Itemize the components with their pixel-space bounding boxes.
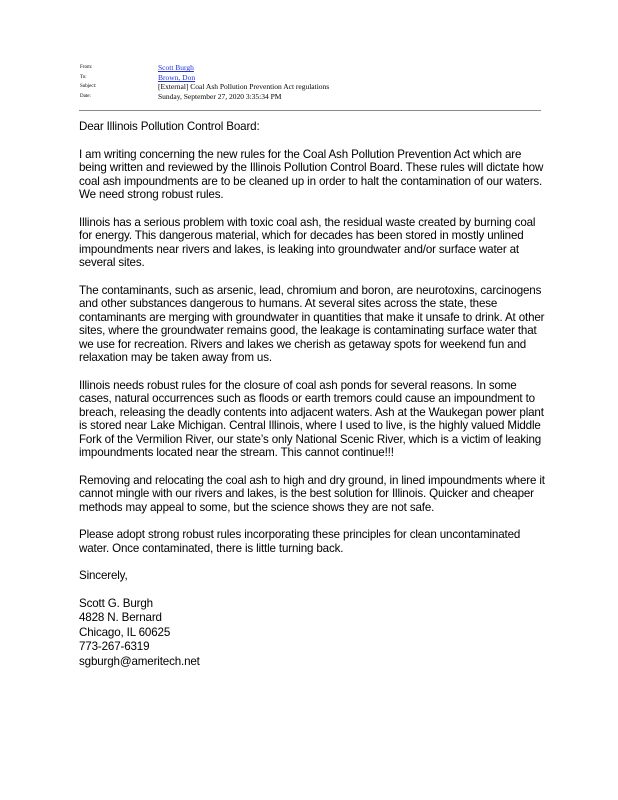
from-label: From: [80, 65, 93, 71]
to-row [80, 73, 540, 83]
email-header [80, 63, 540, 101]
from-row [80, 63, 540, 73]
closing: Sincerely, [79, 569, 128, 582]
paragraph-4: Illinois needs robust rules for the closure of coal ash ponds for several reasons. In some cases, natural occurrences such as floods or earth tremors could cause an impoundment to breach, releasing the deadly contents into adjacent waters. Ash at the Waukegan power plant is stored near Lake Michigan. Central Illinois, where I used to live, is the highly valued Middle Fork of the Vermilion River, our state’s only National Scenic River, which is a victim of leaking impoundments located near the stream. This cannot continue!!! [79, 378, 544, 459]
paragraph-5: Removing and relocating the coal ash to high and dry ground, in lined impoundments where it cannot mingle with our rivers and lakes, is the best solution for Illinois. Quicker and cheaper methods may appeal to some, but the science shows they are not safe. [79, 473, 545, 514]
recipient-link[interactable]: Brown, Don [158, 72, 196, 82]
date-row [80, 92, 540, 102]
paragraph-1: I am writing concerning the new rules for the Coal Ash Pollution Prevention Act which are being written and reviewed by the Illinois Pollution Control Board. These rules will dictate how coal ash impoundments are to be cleaned up in order to halt the contamination of our waters. We need strong robust rules. [79, 147, 544, 201]
signature-city: Chicago, IL 60625 [79, 625, 171, 639]
to-label: To: [80, 74, 87, 80]
signature-street: 4828 N. Bernard [79, 611, 162, 624]
signature-block [79, 597, 549, 670]
signature-phone: 773-267-6319 [79, 640, 150, 653]
sender-link[interactable]: Scott Burgh [158, 63, 194, 73]
date-label: Date: [80, 93, 91, 99]
subject-value: [External] Coal Ash Pollution Prevention Act regulations [158, 82, 330, 92]
header-divider [79, 110, 541, 111]
date-value: Sunday, September 27, 2020 3:35:34 PM [158, 91, 282, 101]
subject-label: Subject: [80, 84, 97, 90]
paragraph-3: The contaminants, such as arsenic, lead, chromium and boron, are neurotoxins, carcinogens and other substances dangerous to humans. At several sites across the state, these contaminants are merging with groundwater in quantities that make it unsafe to drink. At other sites, where the groundwater remains good, the leakage is contaminating surface water that we use for recreation. Rivers and lakes we cherish as getaway spots for weekend fun and relaxation may be taken away from us. [79, 283, 545, 364]
letter-body [79, 120, 549, 669]
signature-name: Scott G. Burgh [79, 596, 153, 610]
paragraph-6: Please adopt strong robust rules incorporating these principles for clean uncontaminated water. Once contaminated, there is little turning back. [79, 528, 521, 555]
salutation: Dear Illinois Pollution Control Board: [79, 120, 260, 133]
paragraph-2: Illinois has a serious problem with toxic coal ash, the residual waste created by burning coal for energy. This dangerous material, which for decades has been stored in mostly unlined impoundments near rivers and lakes, is leaking into groundwater and/or surface water at several sites. [79, 215, 536, 269]
signature-email: sgburgh@ameritech.net [79, 654, 200, 668]
subject-row [80, 82, 540, 92]
